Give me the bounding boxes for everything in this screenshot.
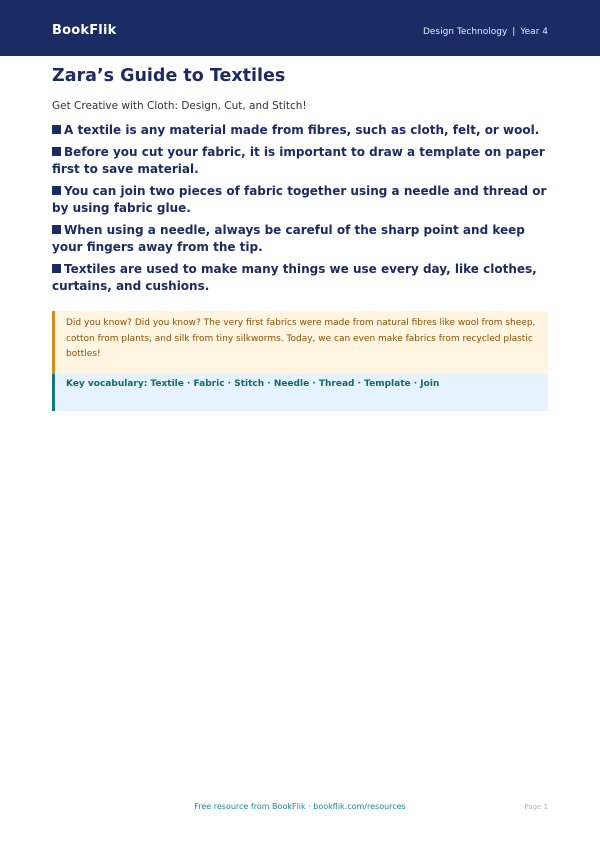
footer-resource-link[interactable]: Free resource from BookFlik · bookflik.com/resources [194,802,406,811]
square-bullet-icon [52,125,61,134]
year-label: Year 4 [520,27,548,37]
square-bullet-icon [52,186,61,195]
page-number: Page 1 [524,803,548,811]
fact-text: You can join two pieces of fabric together using a needle and thread or by using fabric glue. [52,183,547,215]
fact-text: Before you cut your fabric, it is important to draw a template on paper first to save material. [52,144,545,176]
fact-text: When using a needle, always be careful of the sharp point and keep your fingers away from the tip. [52,222,525,254]
did-you-know-callout [52,311,548,374]
square-bullet-icon [52,147,61,156]
page-header [0,0,600,56]
fact-text: Textiles are used to make many things we use every day, like clothes, curtains, and cushions. [52,261,537,293]
subject-label: Design Technology [422,27,508,37]
square-bullet-icon [52,264,61,273]
vocabulary-box [52,374,548,411]
vocabulary-text: Key vocabulary: Textile · Fabric · Stitch · Needle · Thread · Template · Join [66,379,440,389]
square-bullet-icon [52,225,61,234]
fact-list [52,122,548,300]
callout-text: Did you know? Did you know? The very first fabrics were made from natural fibres like wool from sheep, cotton from plants, and silk from tiny silkworms. Today, we can even make fabrics from recycled plastic bottles! [66,318,536,359]
fact-item [52,261,548,296]
page-subtitle: Get Creative with Cloth: Design, Cut, and Stitch! [52,100,307,112]
page-title: Zara’s Guide to Textiles [52,66,286,86]
fact-item [52,144,548,179]
fact-text: A textile is any material made from fibres, such as cloth, felt, or wool. [64,123,540,137]
fact-item [52,183,548,218]
fact-item [52,122,548,140]
subject-year-label [423,27,548,37]
brand-logo[interactable]: BookFlik [52,23,117,38]
fact-item [52,222,548,257]
separator: | [512,27,516,37]
